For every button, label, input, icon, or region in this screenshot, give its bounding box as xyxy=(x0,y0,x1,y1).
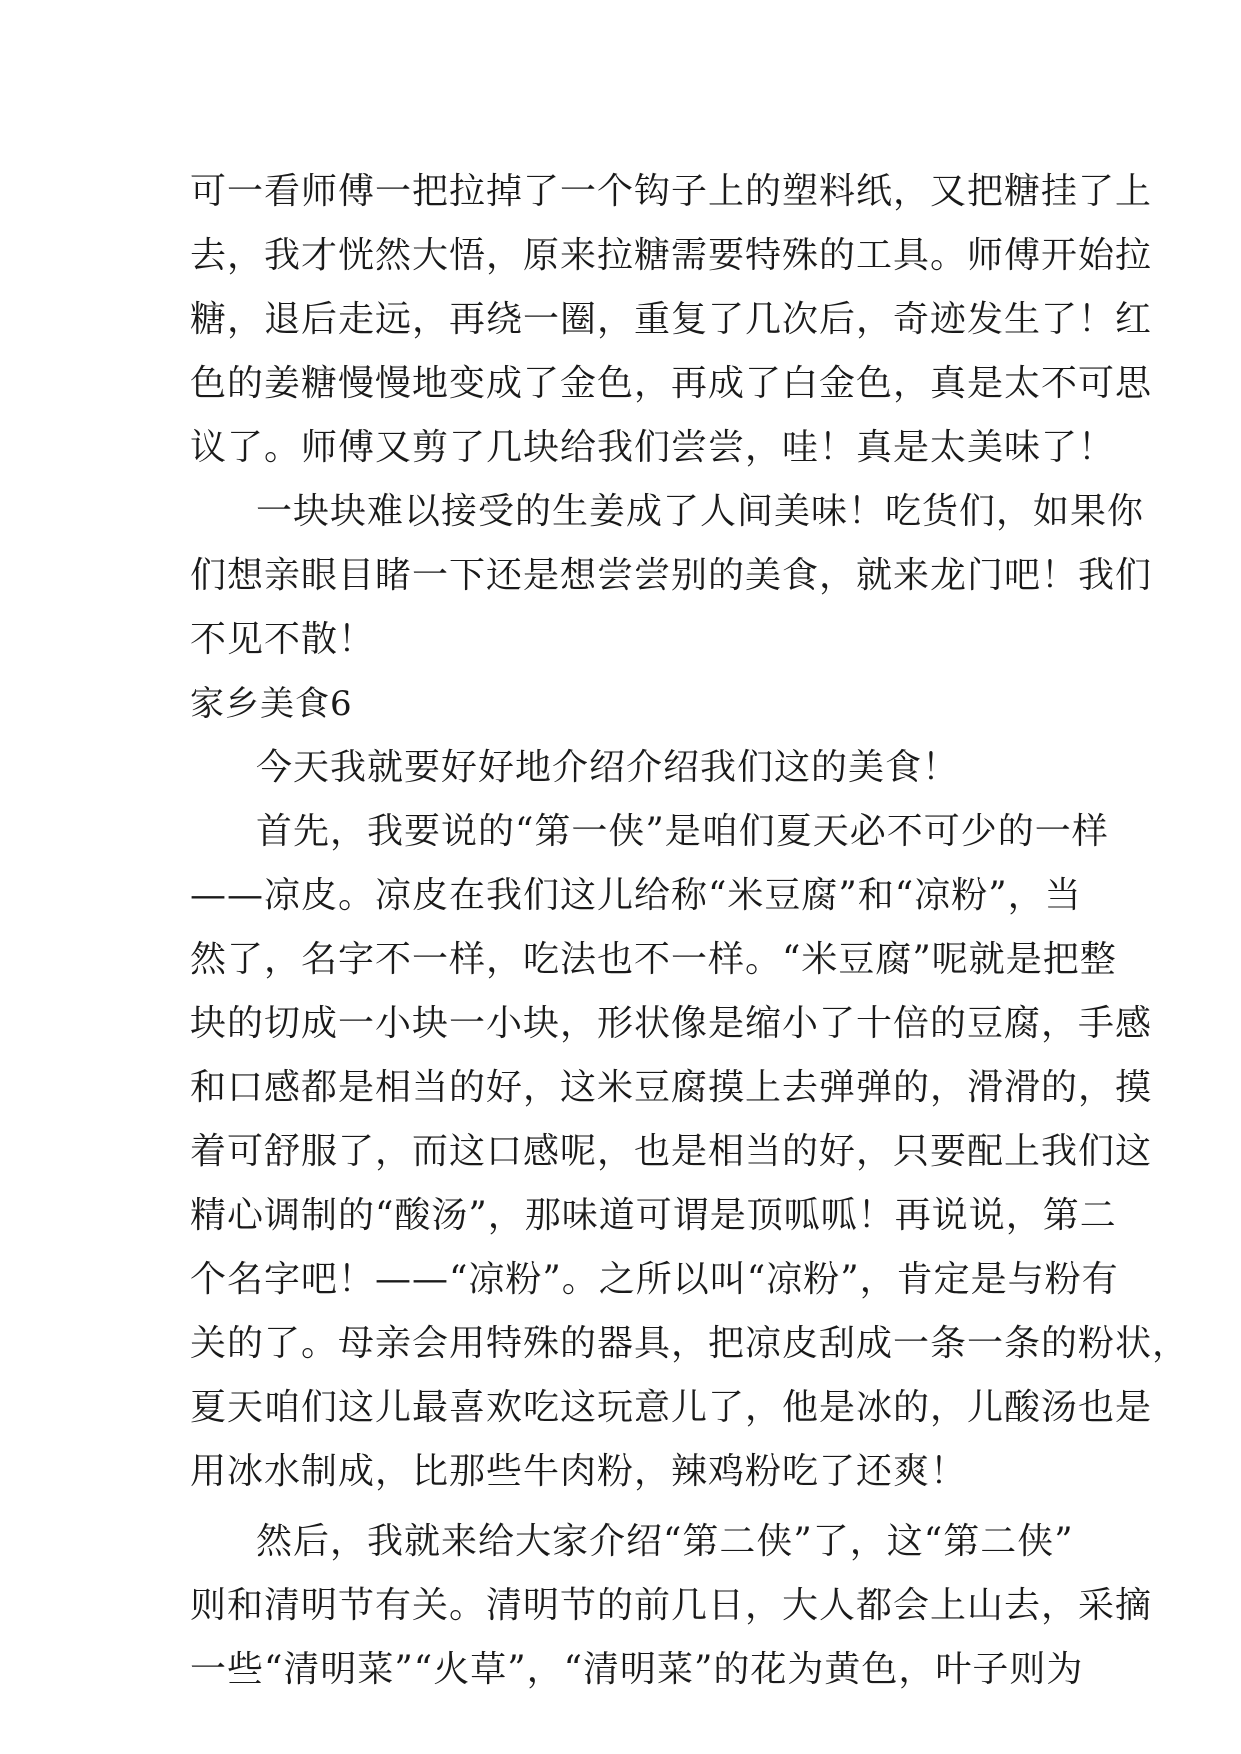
text-line: 个名字吧！——“凉粉”。之所以叫“凉粉”，肯定是与粉有 xyxy=(190,1259,1119,1300)
document-body xyxy=(190,160,1190,1702)
text-line: 和口感都是相当的好，这米豆腐摸上去弹弹的，滑滑的，摸 xyxy=(190,1067,1153,1108)
text-line: 着可舒服了，而这口感呢，也是相当的好，只要配上我们这 xyxy=(190,1131,1153,1172)
section-heading: 家乡美食6 xyxy=(190,684,353,724)
paragraph-first-line: 一块块难以接受的生姜成了人间美味！吃货们，如果你 xyxy=(256,491,1145,532)
text-line: 则和清明节有关。清明节的前几日，大人都会上山去，采摘 xyxy=(190,1585,1153,1626)
paragraph-first-line: 今天我就要好好地介绍介绍我们这的美食！ xyxy=(256,747,960,788)
text-line: 糖，退后走远，再绕一圈，重复了几次后，奇迹发生了！红 xyxy=(190,299,1153,340)
text-line: 色的姜糖慢慢地变成了金色，再成了白金色，真是太不可思 xyxy=(190,363,1153,404)
text-line: 去，我才恍然大悟，原来拉糖需要特殊的工具。师傅开始拉 xyxy=(190,235,1153,276)
paragraph-first-line: 然后，我就来给大家介绍“第二侠”了，这“第二侠” xyxy=(256,1521,1074,1562)
text-line: 一些“清明菜”“火草”，“清明菜”的花为黄色，叶子则为 xyxy=(190,1649,1084,1690)
text-line: 夏天咱们这儿最喜欢吃这玩意儿了，他是冰的，儿酸汤也是 xyxy=(190,1387,1153,1428)
text-line: 关的了。母亲会用特殊的器具，把凉皮刮成一条一条的粉状， xyxy=(190,1323,1190,1364)
paragraph-first-line: 首先，我要说的“第一侠”是咱们夏天必不可少的一样 xyxy=(256,811,1109,852)
text-line: 议了。师傅又剪了几块给我们尝尝，哇！真是太美味了！ xyxy=(190,427,1116,468)
text-line: 不见不散！ xyxy=(190,619,376,660)
text-line: ——凉皮。凉皮在我们这儿给称“米豆腐”和“凉粉”，当 xyxy=(190,875,1082,916)
text-line: 可一看师傅一把拉掉了一个钩子上的塑料纸，又把糖挂了上 xyxy=(190,171,1153,212)
text-line: 们想亲眼目睹一下还是想尝尝别的美食，就来龙门吧！我们 xyxy=(190,555,1153,596)
text-line: 然了，名字不一样，吃法也不一样。“米豆腐”呢就是把整 xyxy=(190,939,1117,980)
text-line: 块的切成一小块一小块，形状像是缩小了十倍的豆腐，手感 xyxy=(190,1003,1153,1044)
text-line: 用冰水制成，比那些牛肉粉，辣鸡粉吃了还爽！ xyxy=(190,1451,968,1492)
text-line: 精心调制的“酸汤”，那味道可谓是顶呱呱！再说说，第二 xyxy=(190,1195,1117,1236)
